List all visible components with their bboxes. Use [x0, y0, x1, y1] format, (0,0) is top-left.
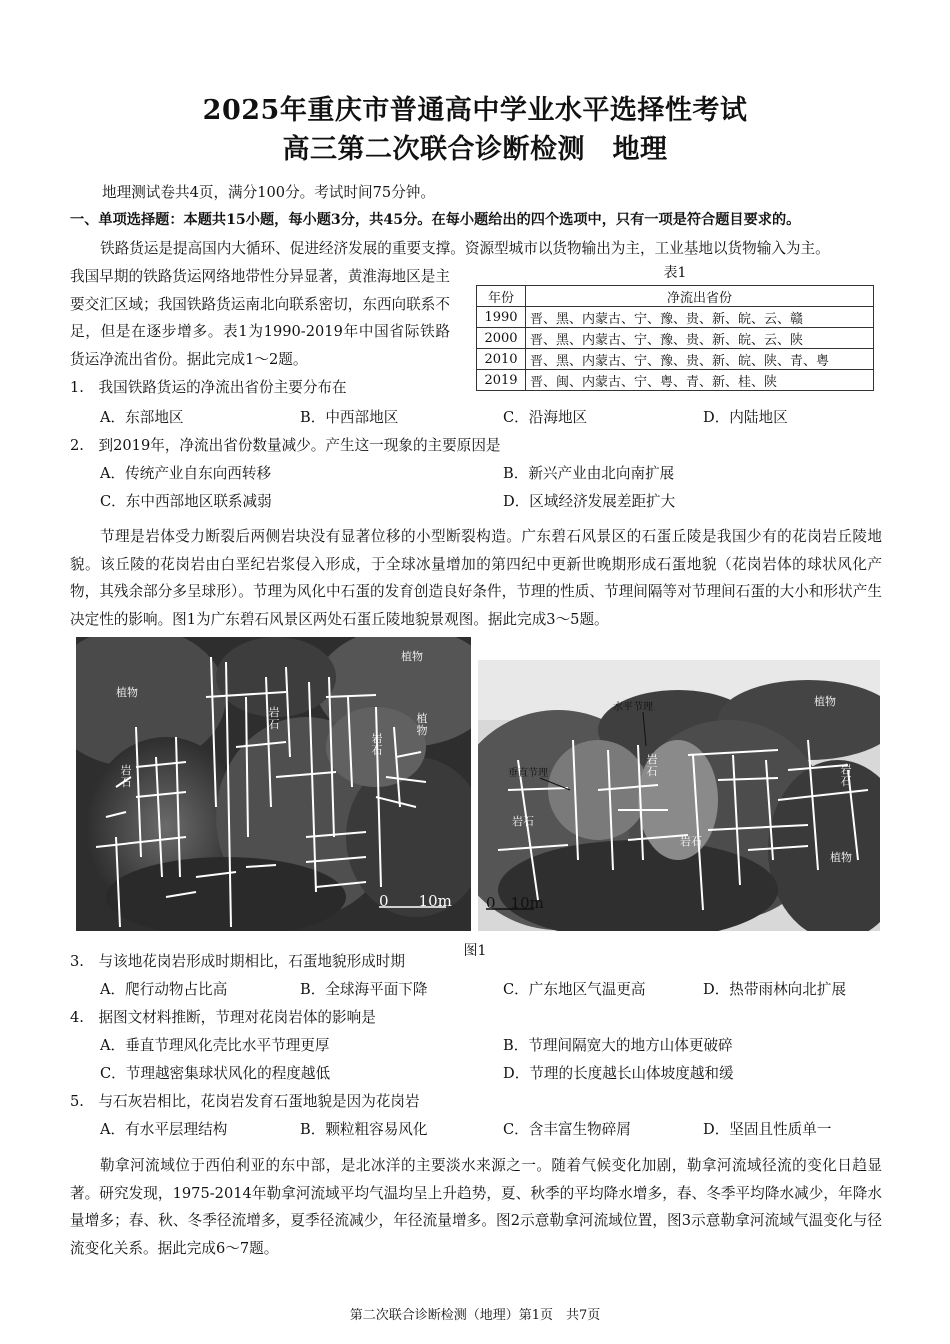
q2-option-b: B．新兴产业由北向南扩展 [503, 465, 675, 482]
scale-bar-label: 0 10m [379, 892, 452, 910]
q4-option-c: C．节理越密集球状风化的程度越低 [100, 1065, 331, 1082]
q1-option-d: D．内陆地区 [703, 409, 788, 426]
scale-bar-label: 0 10m [486, 894, 544, 912]
table-cell-year: 2019 [477, 370, 526, 391]
table-cell-year: 1990 [477, 307, 526, 328]
label-rock: 岩石 [371, 732, 383, 757]
table-header-row [477, 286, 874, 307]
exam-intro: 地理测试卷共4页，满分100分。考试时间75分钟。 [102, 184, 435, 201]
label-rock: 岩石 [268, 706, 280, 731]
q4-stem: 4. 据图文材料推断，节理对花岗岩体的影响是 [70, 1009, 376, 1026]
q2-stem: 2. 到2019年，净流出省份数量减少。产生这一现象的主要原因是 [70, 437, 501, 454]
section1-title: 一、单项选择题：本题共15小题，每小题3分，共45分。在每小题给出的四个选项中，只有一项是符合题目要求的。 [70, 212, 801, 228]
q3-option-d: D．热带雨林向北扩展 [703, 981, 847, 998]
label-plant: 植物 [416, 712, 428, 737]
label-plant: 植物 [814, 695, 836, 708]
q2-option-d: D．区域经济发展差距扩大 [503, 493, 676, 510]
label-plant: 植物 [830, 851, 852, 864]
table1-title: 表1 [663, 265, 687, 281]
q1-option-c: C．沿海地区 [503, 409, 588, 426]
label-horizontal-joint: 水平节理 [613, 702, 653, 713]
q4-option-d: D．节理的长度越长山体坡度越和缓 [503, 1065, 734, 1082]
rock-hillside-image [76, 637, 471, 931]
q3-stem: 3. 与该地花岗岩形成时期相比，石蛋地貌形成时期 [70, 953, 405, 970]
q5-option-b: B．颗粒粗容易风化 [300, 1121, 428, 1138]
figure1-left-photo [76, 637, 471, 931]
exam-title-line1: 2025年重庆市普通高中学业水平选择性考试 [202, 95, 748, 126]
exam-title-line2: 高三第二次联合诊断检测 地理 [282, 134, 668, 165]
q5-option-a: A．有水平层理结构 [100, 1121, 228, 1138]
q3-option-a: A．爬行动物占比高 [100, 981, 228, 998]
table-row [477, 307, 874, 328]
table-row [477, 370, 874, 391]
label-rock: 岩石 [840, 763, 852, 788]
table-cell-year: 2000 [477, 328, 526, 349]
q1-option-a: A．东部地区 [100, 409, 184, 426]
table1 [476, 285, 874, 391]
label-rock: 岩石 [512, 815, 534, 828]
table-cell-year: 2010 [477, 349, 526, 370]
passage2: 节理是岩体受力断裂后两侧岩块没有显著位移的小型断裂构造。广东碧石风景区的石蛋丘陵是我国少有的花岗岩丘陵地貌。该丘陵的花岗岩由白垩纪岩浆侵入形成，于全球冰量增加的第四纪中更新世晚期形成石蛋地貌（花岗岩体的球状风化产物，其残余部分多呈球形）。节理为风化中石蛋的发育创造良好条件，节理的性质、节理间隔等对节理间石蛋的大小和形状产生决定性的影响。图1为广东碧石风景区两处石蛋丘陵地貌景观图。据此完成3～5题。 [70, 528, 882, 628]
q1-stem: 1. 我国铁路货运的净流出省份主要分布在 [70, 379, 347, 396]
label-rock: 岩石 [120, 764, 132, 789]
table-cell-provinces: 晋、闽、内蒙古、宁、粤、青、新、桂、陕 [526, 370, 874, 391]
q2-option-c: C．东中西部地区联系减弱 [100, 493, 272, 510]
label-vertical-joint: 垂直节理 [508, 768, 548, 779]
label-plant: 植物 [401, 650, 423, 663]
q5-option-d: D．坚固且性质单一 [703, 1121, 832, 1138]
q5-stem: 5. 与石灰岩相比，花岗岩发育石蛋地貌是因为花岗岩 [70, 1093, 420, 1110]
q1-option-b: B．中西部地区 [300, 409, 399, 426]
q5-option-c: C．含丰富生物碎屑 [503, 1121, 631, 1138]
table-row [477, 349, 874, 370]
table-header-provinces: 净流出省份 [526, 286, 874, 307]
q3-option-b: B．全球海平面下降 [300, 981, 428, 998]
q2-option-a: A．传统产业自东向西转移 [100, 465, 272, 482]
label-rock: 岩石 [646, 753, 658, 778]
passage3: 勒拿河流域位于西伯利亚的东中部，是北冰洋的主要淡水来源之一。随着气候变化加剧，勒拿河流域径流的变化日趋显著。研究发现，1975-2014年勒拿河流域平均气温均呈上升趋势，夏、秋季的平均降水增多，春、冬季平均降水减少，年降水量增多；春、秋、冬季径流增多，夏季径流减少，年径流量增多。图2示意勒拿河流域位置，图3示意勒拿河流域气温变化与径流变化关系。据此完成6～7题。 [70, 1157, 882, 1257]
table-row [477, 328, 874, 349]
figure1-right-photo [478, 660, 880, 931]
passage1-intro: 铁路货运是提高国内大循环、促进经济发展的重要支撑。资源型城市以货物输出为主，工业基地以货物输入为主。 [100, 240, 830, 257]
page-footer: 第二次联合诊断检测（地理）第1页 共7页 [349, 1308, 601, 1323]
table-cell-provinces: 晋、黑、内蒙古、宁、豫、贵、新、皖、云、陕 [526, 328, 874, 349]
passage1-body: 我国早期的铁路货运网络地带性分异显著，黄淮海地区是主要交汇区域；我国铁路货运南北向联系密切，东西向联系不足，但是在逐步增多。表1为1990-2019年中国省际铁路货运净流出省份。据此完成1～2题。 [70, 268, 450, 368]
q4-option-a: A．垂直节理风化壳比水平节理更厚 [100, 1037, 330, 1054]
q4-option-b: B．节理间隔宽大的地方山体更破碎 [503, 1037, 733, 1054]
q3-option-c: C．广东地区气温更高 [503, 981, 646, 998]
table-header-year: 年份 [477, 286, 526, 307]
table-cell-provinces: 晋、黑、内蒙古、宁、豫、贵、新、皖、陕、青、粤 [526, 349, 874, 370]
label-rock: 岩石 [680, 835, 702, 848]
label-plant: 植物 [116, 686, 138, 699]
table-cell-provinces: 晋、黑、内蒙古、宁、豫、贵、新、皖、云、赣 [526, 307, 874, 328]
figure1-caption: 图1 [463, 943, 487, 959]
